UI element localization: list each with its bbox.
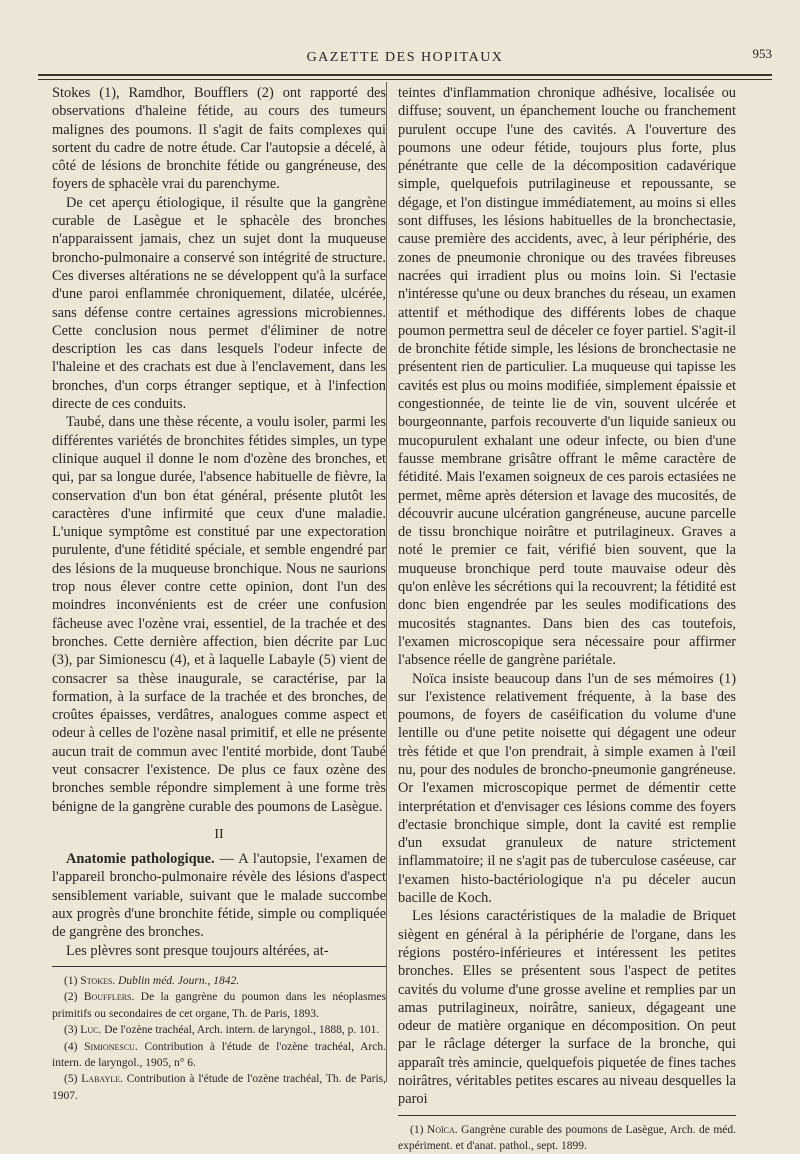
footnote: (2) Boufflers. De la gangrène du poumon dans les néoplasmes primitifs ou secondaires de cet organe, Th. de Paris, 1893. (52, 991, 387, 1020)
footnote: (1) Noïca. Gangrène curable des poumons de Lasègue, Arch. de méd. expériment. et d'anat. pathol., sept. 1899. (398, 1123, 736, 1153)
paragraph: De cet aperçu étiologique, il résulte que la gangrène curable de Lasègue et le sphacèle des bronches n'apparaissent jamais, chez un sujet dont la muqueuse broncho-pulmonaire a conservé son intégrité de structure. Ces diverses altérations ne se développent qu'à la surface d'une paroi enflammée chroniquement, dilatée, ulcérée, sans défense contre certaines agressions microbiennes. Cette conclusion nous permet d'éliminer de notre description les cas dans lesquels l'odeur infecte de l'haleine et des crachats est due à l'enclavement, dans les bronches, d'un corps étranger septique, et à l'infection directe de ces conduits. (52, 194, 386, 413)
right-column (398, 84, 736, 1154)
paragraph-text: — A l'autopsie, l'examen de l'appareil broncho-pulmonaire révèle des lésions d'aspect sensiblement variable, suivant que le malade succombe aux progrès d'une bronchite fétide, simple ou compliquée de gangrène des bronches. (52, 851, 386, 941)
section-heading: Anatomie pathologique. (66, 851, 215, 868)
footnote: (3) Luc. De l'ozène trachéal, Arch. intern. de laryngol., 1888, p. 101. (64, 1024, 380, 1037)
paragraph: Stokes (1), Ramdhor, Boufflers (2) ont rapporté des observations d'haleine fétide, au cours des tumeurs malignes des poumons. Il s'agit de faits complexes qui sortent du cadre de notre étude. Car l'autopsie a décelé, à côté de lésions de bronchite fétide ou gangréneuse, des foyers de sphacèle vrai du parenchyme. (52, 85, 386, 193)
header-rule-thin (38, 79, 772, 80)
journal-title: GAZETTE DES HOPITAUX (306, 50, 504, 65)
paragraph: Noïca insiste beaucoup dans l'un de ses mémoires (1) sur l'existence relativement fréquente, à la base des poumons, de foyers de caséification du volume d'une lentille ou d'une petite noisette qui dégagent une odeur très fétide et que l'on prendrait, à simple examen à l'œil nu, pour des nodules de broncho-pneumonie gangréneuse. Or l'examen microscopique permet de démentir cette interprétation et d'envisager ces lésions comme des foyers d'ectasie bronchique simple, dont la cavité est remplie d'un exsudat granuleux de nature strictement inflammatoire; il ne s'agit pas de tuberculose caséeuse, car l'examen histo-bactériologique n'a pu déceler aucun bacille de Koch. (398, 670, 736, 907)
footnotes (52, 973, 386, 1104)
page-header (38, 44, 772, 70)
footnote-rule (52, 966, 386, 967)
footnote: (1) Stokes. Dublin méd. Journ., 1842. (64, 974, 240, 987)
header-rule-thick (38, 74, 772, 76)
paragraph: Les plèvres sont presque toujours altérées, at- (66, 942, 329, 959)
paragraph: teintes d'inflammation chronique adhésive, localisée ou diffuse; souvent, un épanchement louche ou franchement purulent occupe l'une des cavités. A l'ouverture des poumons une odeur fétide, toujours plus forte, plus pénétrante que celle de la décomposition cadavérique simple, quelquefois putrilagineuse et repoussante, se dégage, et l'on distingue immédiatement, au moins si elles sont diffuses, les lésions habituelles de la bronchectasie, cause première des accidents, avec, à leur périphérie, des zones de pneumonie chronique ou des travées fibreuses nacrées qui irradient plus ou moins loin. Si l'ectasie n'intéresse qu'une ou deux branches du réseau, un examen attentif et méthodique des différents lobes de chaque poumon permettra seul de déceler ce foyer partiel. S'agit-il de bronchite fétide simple, les lésions de bronchectasie ne présentent rien de particulier. La muqueuse qui tapisse les cavités est plus ou moins modifiée, simplement épaissie et congestionnée, de teinte lie de vin, souvent ulcérée et bourgeonnante, parfois recouverte d'un liquide sanieux ou mucopurulent exhalant une odeur infecte, ou bien d'une fausse membrane grisâtre offrant le même caractère de fétidité. Mais l'examen soigneux de ces parois ectasiées ne permet, même après détersion et lavage des mucosités, de découvrir aucune ulcération gangréneuse, aucune parcelle de tissu bronchique noirâtre et putrilagineux. Graves a noté le premier ce fait, vérifié bien souvent, que la muqueuse bronchique perd toute mauvaise odeur dès qu'on enlève les sécrétions qui la recouvrent; la fétidité est donc bien engendrée par les seules modifications des mucosités stagnantes. Dans bien des cas toutefois, l'examen microscopique sera nécessaire pour affirmer l'absence réelle de gangrène pariétale. (398, 85, 736, 669)
left-column (52, 84, 386, 1104)
footnote-rule (398, 1115, 736, 1116)
footnote: (5) Labayle. Contribution à l'étude de l'ozène trachéal, Th. de Paris, 1907. (52, 1073, 386, 1102)
page-number: 953 (752, 46, 772, 61)
section-number: II (214, 826, 224, 842)
footnote: (4) Simionescu. Contribution à l'étude de l'ozène trachéal, Arch. intern. de laryngol., 1905, n° 6. (52, 1040, 386, 1069)
paragraph: Les lésions caractéristiques de la maladie de Briquet siègent en général à la périphérie de l'organe, dans les régions postéro-inférieures et intéressent les petites bronches. Elles se présentent sous l'aspect de petites cavités du volume d'une grosse aveline et remplies par un amas putrilagineux, noirâtre, sanieux, dégageant une odeur de matière organique en décomposition. On peut par le râclage déterger la surface de la bronche, qui apparaît très amincie, quelquefois piquetée de fines taches noirâtres, véritables petites escares au niveau desquelles la paroi (398, 908, 736, 1108)
paragraph: Taubé, dans une thèse récente, a voulu isoler, parmi les différentes variétés de bronchites fétides simples, un type clinique auquel il donne le nom d'ozène des bronches, et qui, par sa longue durée, l'absence habituelle de fièvre, la conservation d'un bon état général, présente plutôt les caractères d'une infirmité que ceux d'une maladie. L'unique symptôme est constitué par une expectoration purulente, d'une fétidité spéciale, et semble engendré par des lésions de la muqueuse bronchique. Nous ne saurions trop nous élever contre cette opinion, dont l'un des moindres inconvénients est de créer une confusion fâcheuse avec l'ozène vrai, essentiel, de la trachée et des bronches. Cette dernière affection, bien décrite par Luc (3), par Simionescu (4), et à laquelle Labayle (5) vient de consacrer sa thèse inaugurale, se caractérise, par la formation, à la surface de la trachée et des bronches, de croûtes épaisses, verdâtres, analogues comme aspect et odeur à celles de l'ozène nasal primitif, et elle ne présente aucun trait de commun avec l'entité morbide, dont Taubé veut consacrer l'existence. De plus ce faux ozène des bronches semble répondre simplement à une forme très bénigne de la gangrène curable des poumons de Lasègue. (52, 414, 386, 815)
paragraph (52, 850, 386, 941)
footnotes (398, 1122, 736, 1154)
column-divider (386, 82, 387, 1082)
